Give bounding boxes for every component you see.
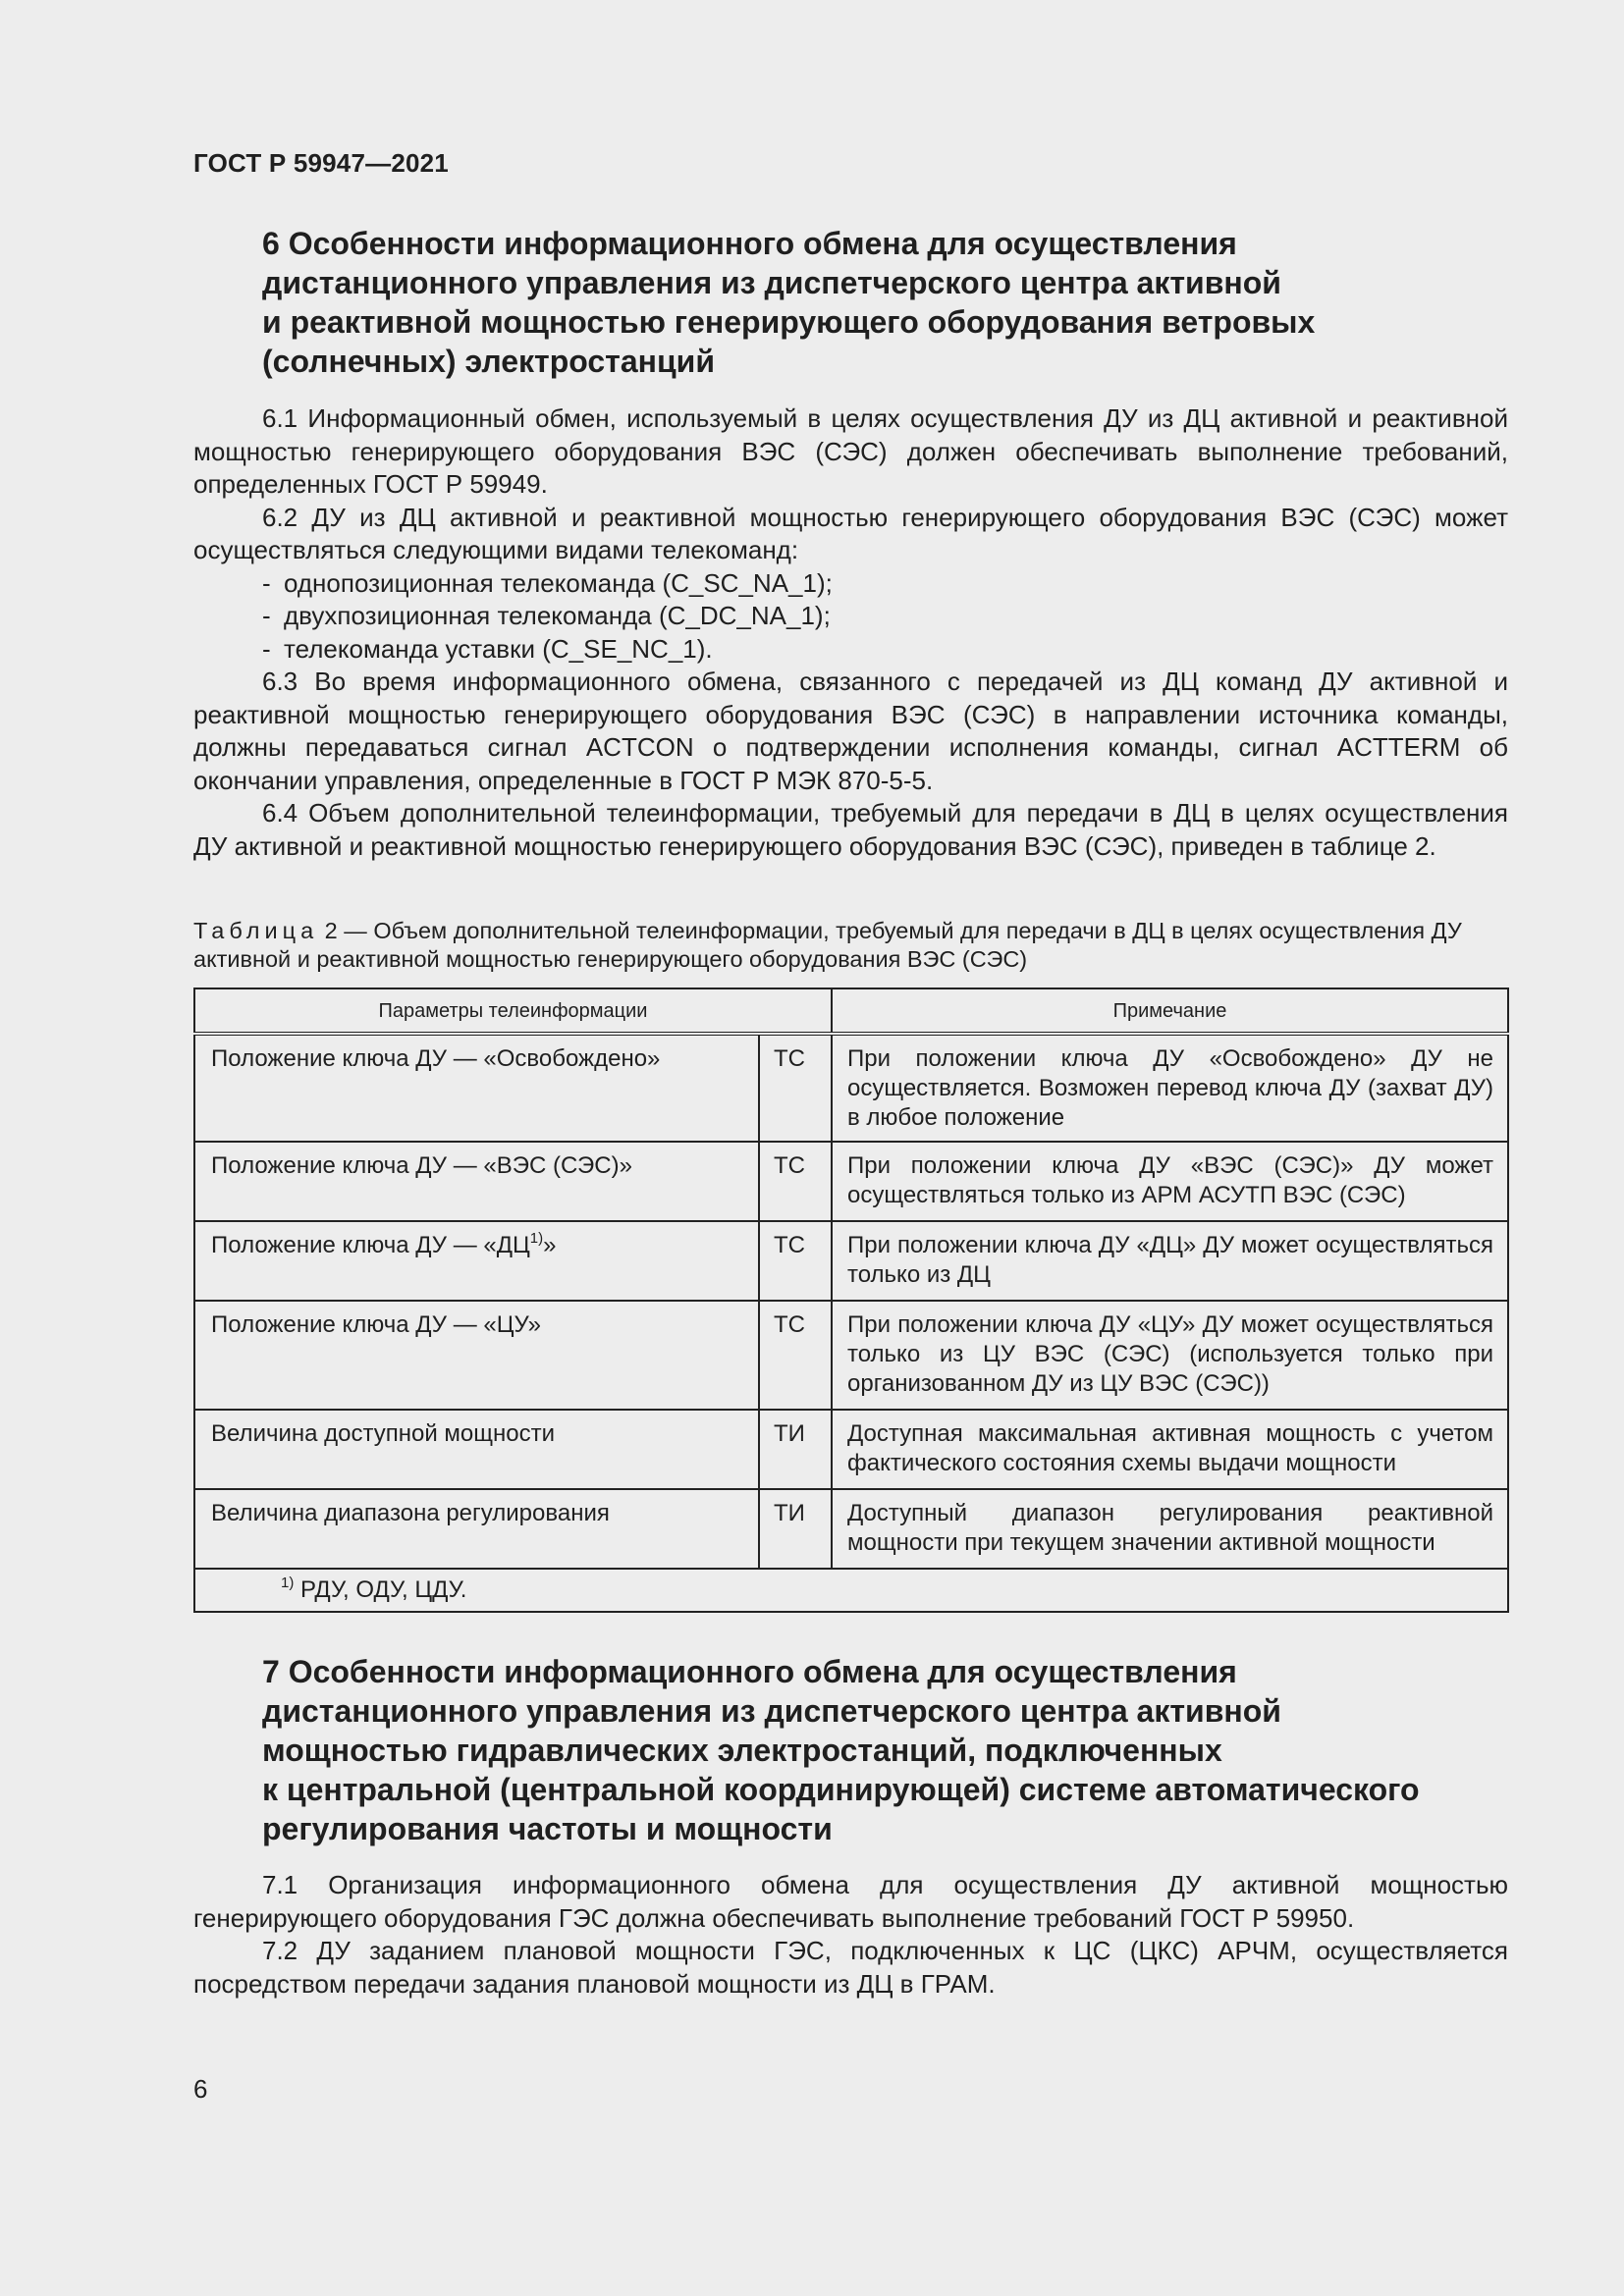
heading-line: и реактивной мощностью генерирующего оборудования ветровых: [262, 304, 1316, 340]
heading-line: (солнечных) электростанций: [262, 344, 715, 379]
heading-line: к центральной (центральной координирующей) системе автоматического: [262, 1772, 1420, 1807]
type-cell: ТС: [759, 1142, 832, 1221]
paragraph-7-1: 7.1 Организация информационного обмена для осуществления ДУ активной мощностью генерирующего оборудования ГЭС должна обеспечивать выполнение требований ГОСТ Р 59950.: [193, 1870, 1508, 1933]
list-item: [193, 633, 1508, 667]
note-cell: Доступная максимальная активная мощность с учетом фактического состояния схемы выдачи мощности: [832, 1410, 1508, 1489]
page-number: 6: [193, 2074, 208, 2104]
section-6-heading: [262, 224, 1539, 381]
table-row: [194, 1301, 1508, 1410]
param-text-end: »: [543, 1232, 557, 1258]
list-item-text: телекоманда уставки (C_SE_NC_1).: [284, 633, 713, 664]
table-row: [194, 1489, 1508, 1569]
note-cell: Доступный диапазон регулирования реактивной мощности при текущем значении активной мощности: [832, 1489, 1508, 1569]
table-row: [194, 1034, 1508, 1142]
param-text: Положение ключа ДУ — «ДЦ: [211, 1232, 530, 1258]
list-dash: -: [262, 567, 271, 598]
list-item: [193, 567, 1508, 601]
caption-text: 2 — Объем дополнительной телеинформации, требуемый для передачи в ДЦ в целях осуществления ДУ активной и реактивной мощностью генерирующего оборудования ВЭС (СЭС): [193, 918, 1462, 972]
type-cell: ТС: [759, 1221, 832, 1301]
type-cell: ТС: [759, 1034, 832, 1142]
header-note: Примечание: [832, 988, 1508, 1034]
heading-line: 7 Особенности информационного обмена для осуществления: [262, 1654, 1237, 1689]
heading-line: дистанционного управления из диспетчерского центра активной: [262, 265, 1281, 300]
type-cell: ТИ: [759, 1410, 832, 1489]
note-cell: При положении ключа ДУ «ЦУ» ДУ может осуществляться только из ЦУ ВЭС (СЭС) (используется только при организованном ДУ из ЦУ ВЭС (СЭС)): [832, 1301, 1508, 1410]
param-cell: Величина диапазона регулирования: [194, 1489, 759, 1569]
paragraph-6-4: 6.4 Объем дополнительной телеинформации, требуемый для передачи в ДЦ в целях осуществления ДУ активной и реактивной мощностью генерирующего оборудования ВЭС (СЭС), приведен в таблице 2.: [193, 798, 1508, 861]
type-cell: ТИ: [759, 1489, 832, 1569]
footnote-mark: 1): [281, 1575, 295, 1591]
footnote-text: РДУ, ОДУ, ЦДУ.: [294, 1576, 467, 1603]
list-dash: -: [262, 633, 271, 664]
heading-line: регулирования частоты и мощности: [262, 1811, 833, 1846]
table-row: [194, 1410, 1508, 1489]
table-2-caption: [193, 917, 1508, 974]
list-dash: -: [262, 601, 271, 630]
section-7-heading: [262, 1652, 1539, 1848]
heading-line: 6 Особенности информационного обмена для осуществления: [262, 226, 1237, 261]
param-cell: Положение ключа ДУ — «Освобождено»: [194, 1034, 759, 1142]
table-row: [194, 1221, 1508, 1301]
list-item: [193, 600, 1508, 633]
table-2: [193, 988, 1509, 1613]
heading-line: дистанционного управления из диспетчерского центра активной: [262, 1693, 1281, 1729]
paragraph-6-3: 6.3 Во время информационного обмена, связанного с передачей из ДЦ команд ДУ активной и реактивной мощностью генерирующего оборудования ВЭС (СЭС) в направлении источника команды, должны передаваться сигнал ACTCON о подтверждении исполнения команды, сигнал ACTTERM об окончании управления, определенные в ГОСТ Р МЭК 870-5-5.: [193, 667, 1508, 795]
note-cell: При положении ключа ДУ «ВЭС (СЭС)» ДУ может осуществляться только из АРМ АСУТП ВЭС (СЭС): [832, 1142, 1508, 1221]
section-7-body: [193, 1869, 1508, 2001]
note-cell: При положении ключа ДУ «ДЦ» ДУ может осуществляться только из ДЦ: [832, 1221, 1508, 1301]
param-cell: Величина доступной мощности: [194, 1410, 759, 1489]
paragraph-6-2: 6.2 ДУ из ДЦ активной и реактивной мощностью генерирующего оборудования ВЭС (СЭС) может осуществляться следующими видами телекоманд:: [193, 502, 1508, 564]
paragraph-7-2: 7.2 ДУ заданием плановой мощности ГЭС, подключенных к ЦС (ЦКС) АРЧМ, осуществляется посредством передачи задания плановой мощности из ДЦ в ГРАМ.: [193, 1936, 1508, 1999]
param-cell: [194, 1221, 759, 1301]
section-6-body: [193, 402, 1508, 863]
caption-label: Таблица: [193, 918, 319, 943]
table-header-row: [194, 988, 1508, 1034]
header-params: Параметры телеинформации: [194, 988, 832, 1034]
type-cell: ТС: [759, 1301, 832, 1410]
table-footnote-row: [194, 1569, 1508, 1612]
table-row: [194, 1142, 1508, 1221]
document-id-header: ГОСТ Р 59947—2021: [193, 148, 449, 178]
param-cell: Положение ключа ДУ — «ВЭС (СЭС)»: [194, 1142, 759, 1221]
param-cell: Положение ключа ДУ — «ЦУ»: [194, 1301, 759, 1410]
note-cell: При положении ключа ДУ «Освобождено» ДУ не осуществляется. Возможен перевод ключа ДУ (захват ДУ) в любое положение: [832, 1034, 1508, 1142]
footnote-ref: 1): [529, 1230, 544, 1247]
list-item-text: однопозиционная телекоманда (C_SC_NA_1);: [284, 567, 833, 598]
list-item-text: двухпозиционная телекоманда (C_DC_NA_1);: [284, 601, 831, 630]
heading-line: мощностью гидравлических электростанций, подключенных: [262, 1733, 1222, 1768]
table-footnote: [194, 1569, 1508, 1612]
paragraph-6-1: 6.1 Информационный обмен, используемый в целях осуществления ДУ из ДЦ активной и реактивной мощностью генерирующего оборудования ВЭС (СЭС) должен обеспечивать выполнение требований, определенных ГОСТ Р 59949.: [193, 403, 1508, 499]
